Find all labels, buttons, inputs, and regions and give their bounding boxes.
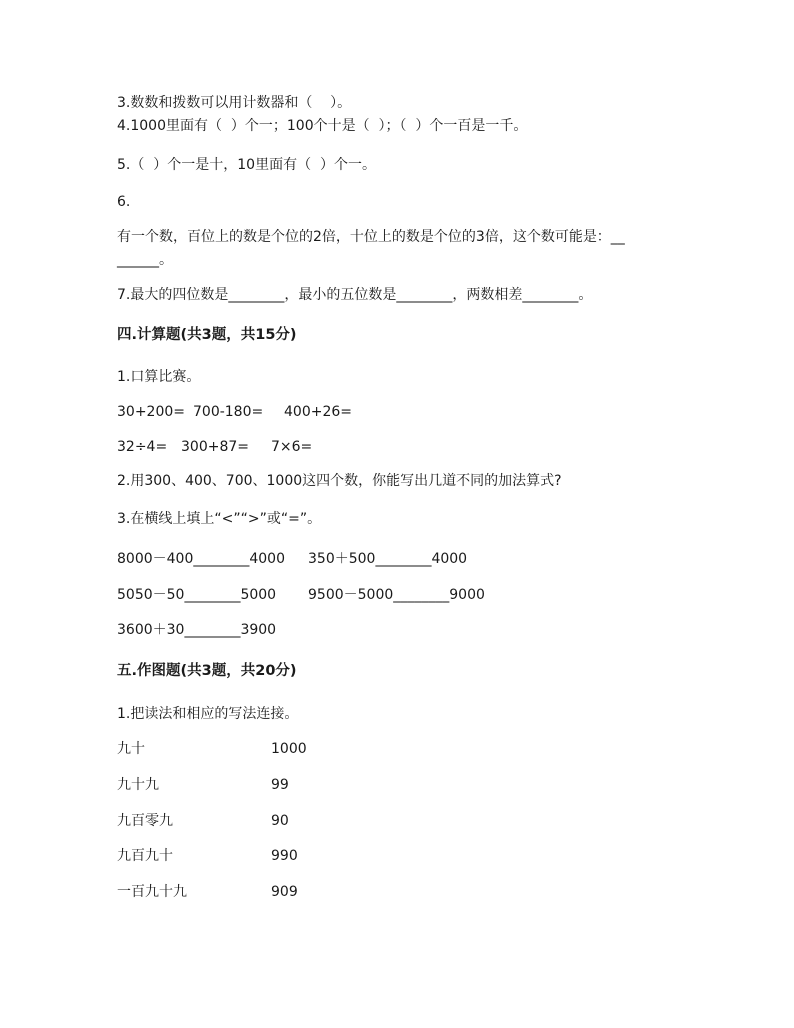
section-5-heading: 五.作图题(共3题，共20分)	[117, 663, 297, 679]
question-4: 4.1000里面有（ ）个一；100个十是（ ）；（ ）个一百是一千。	[117, 118, 528, 134]
number-item: 990	[271, 848, 298, 864]
number-item: 1000	[271, 741, 307, 757]
compare-item: 8000－400________4000	[117, 551, 285, 567]
section-5-q1-title: 1.把读法和相应的写法连接。	[117, 706, 299, 722]
question-6-number: 6.	[117, 194, 131, 210]
reading-item: 一百九十九	[117, 884, 187, 900]
mental-math-item: 700-180=	[193, 404, 264, 420]
number-item: 90	[271, 813, 289, 829]
compare-item: 9500－5000________9000	[308, 587, 485, 603]
section-4-heading: 四.计算题(共3题，共15分)	[117, 327, 297, 343]
reading-item: 九十	[117, 741, 145, 757]
compare-item: 3600＋30________3900	[117, 622, 277, 638]
mental-math-item: 400+26=	[284, 404, 352, 420]
mental-math-item: 300+87=	[181, 439, 249, 455]
question-6-text: 有一个数，百位上的数是个位的2倍，十位上的数是个位的3倍，这个数可能是：__	[117, 229, 625, 245]
section-4-q1-title: 1.口算比赛。	[117, 369, 201, 385]
reading-item: 九百九十	[117, 848, 173, 864]
number-item: 99	[271, 777, 289, 793]
reading-item: 九百零九	[117, 813, 173, 829]
compare-item: 5050－50________5000	[117, 587, 277, 603]
section-4-q3-title: 3.在横线上填上“<”“>”或“=”。	[117, 511, 322, 527]
reading-item: 九十九	[117, 777, 159, 793]
compare-item: 350＋500________4000	[308, 551, 468, 567]
question-7: 7.最大的四位数是________，最小的五位数是________，两数相差________。	[117, 287, 593, 303]
question-3: 3.数数和拨数可以用计数器和（ ）。	[117, 95, 352, 111]
section-4-q2: 2.用300、400、700、1000这四个数，你能写出几道不同的加法算式?	[117, 473, 562, 489]
mental-math-item: 7×6=	[271, 439, 313, 455]
mental-math-item: 32÷4=	[117, 439, 168, 455]
question-5: 5.（ ）个一是十，10里面有（ ）个一。	[117, 157, 376, 173]
mental-math-item: 30+200=	[117, 404, 185, 420]
number-item: 909	[271, 884, 298, 900]
question-6-blank: ______。	[117, 252, 173, 268]
